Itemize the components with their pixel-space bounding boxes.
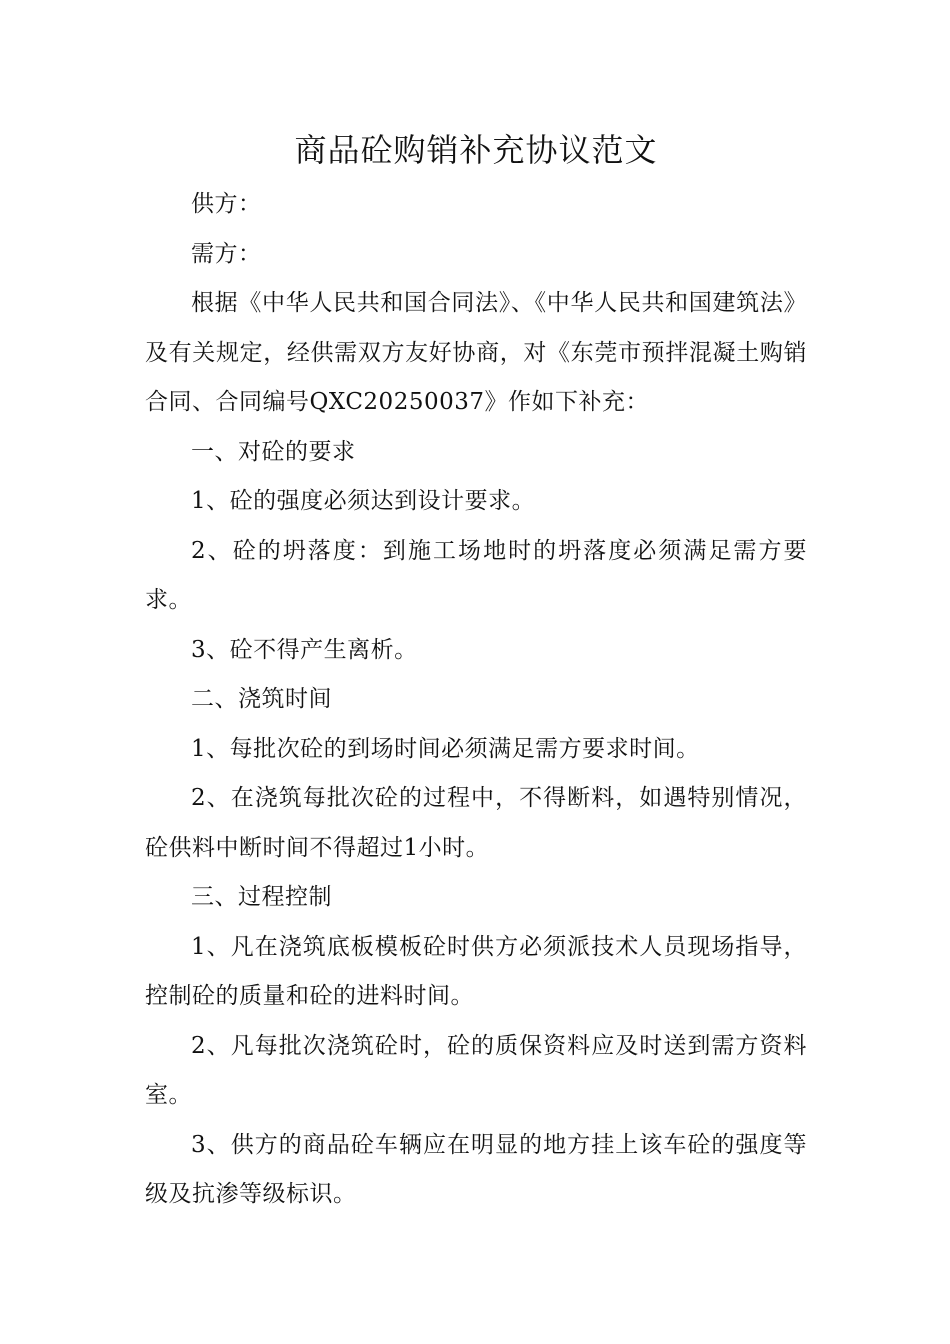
section-heading: 三、过程控制 xyxy=(191,884,332,910)
section-heading: 一、对砼的要求 xyxy=(191,438,356,465)
section-heading: 二、浇筑时间 xyxy=(191,686,332,712)
document-title: 商品砼购销补充协议范文 xyxy=(294,131,658,169)
clause-paragraph: 2、在浇筑每批次砼的过程中，不得断料，如遇特别情况，砼供料中断时间不得超过1小时。 xyxy=(145,785,807,861)
buyer-line: 需方： xyxy=(191,240,262,267)
clause-paragraph: 3、砼不得产生离析。 xyxy=(191,636,418,663)
document-page xyxy=(145,128,807,1220)
clause-paragraph: 1、砼的强度必须达到设计要求。 xyxy=(191,488,536,514)
clause-paragraph: 3、供方的商品砼车辆应在明显的地方挂上该车砼的强度等级及抗渗等级标识。 xyxy=(145,1131,807,1207)
clause-paragraph: 1、每批次砼的到场时间必须满足需方要求时间。 xyxy=(191,735,700,762)
clause-paragraph: 1、凡在浇筑底板模板砼时供方必须派技术人员现场指导，控制砼的质量和砼的进料时间。 xyxy=(145,933,807,1009)
clause-paragraph: 2、凡每批次浇筑砼时，砼的质保资料应及时送到需方资料室。 xyxy=(145,1032,807,1108)
preamble-paragraph: 根据《中华人民共和国合同法》、《中华人民共和国建筑法》及有关规定，经供需双方友好协商，对《东莞市预拌混凝土购销合同、合同编号QXC20250037》作如下补充： xyxy=(145,290,807,415)
supplier-line: 供方： xyxy=(191,191,262,217)
clause-paragraph: 2、砼的坍落度：到施工场地时的坍落度必须满足需方要求。 xyxy=(145,537,807,613)
